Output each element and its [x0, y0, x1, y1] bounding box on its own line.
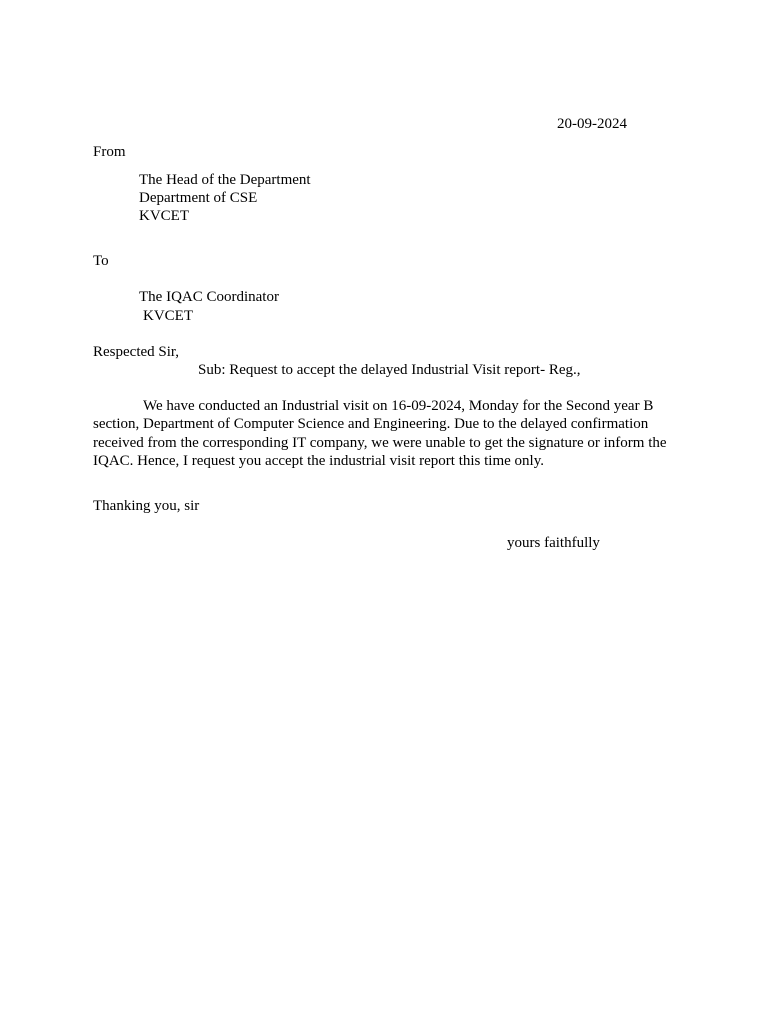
recipient-line: The IQAC Coordinator	[139, 289, 279, 305]
sender-line: KVCET	[139, 208, 189, 224]
salutation: Respected Sir,	[93, 344, 180, 360]
from-label: From	[93, 144, 126, 160]
subject-line: Sub: Request to accept the delayed Industrial Visit report- Reg.,	[198, 362, 581, 378]
sender-line: The Head of the Department	[139, 172, 311, 188]
to-label: To	[93, 253, 109, 269]
thanks-line: Thanking you, sir	[93, 498, 200, 514]
closing-line: yours faithfully	[507, 535, 600, 551]
recipient-line: KVCET	[143, 308, 193, 324]
sender-line: Department of CSE	[139, 190, 258, 206]
letter-date: 20-09-2024	[557, 116, 627, 132]
body-paragraph	[93, 397, 675, 470]
body-text: We have conducted an Industrial visit on 16-09-2024, Monday for the Second year B section, Department of Computer Science and Engineering. Due to the delayed confirmation received from the corresponding IT company, we were unable to get the signature or inform the IQAC. Hence, I request you accept the industrial visit report this time only.	[93, 398, 667, 469]
